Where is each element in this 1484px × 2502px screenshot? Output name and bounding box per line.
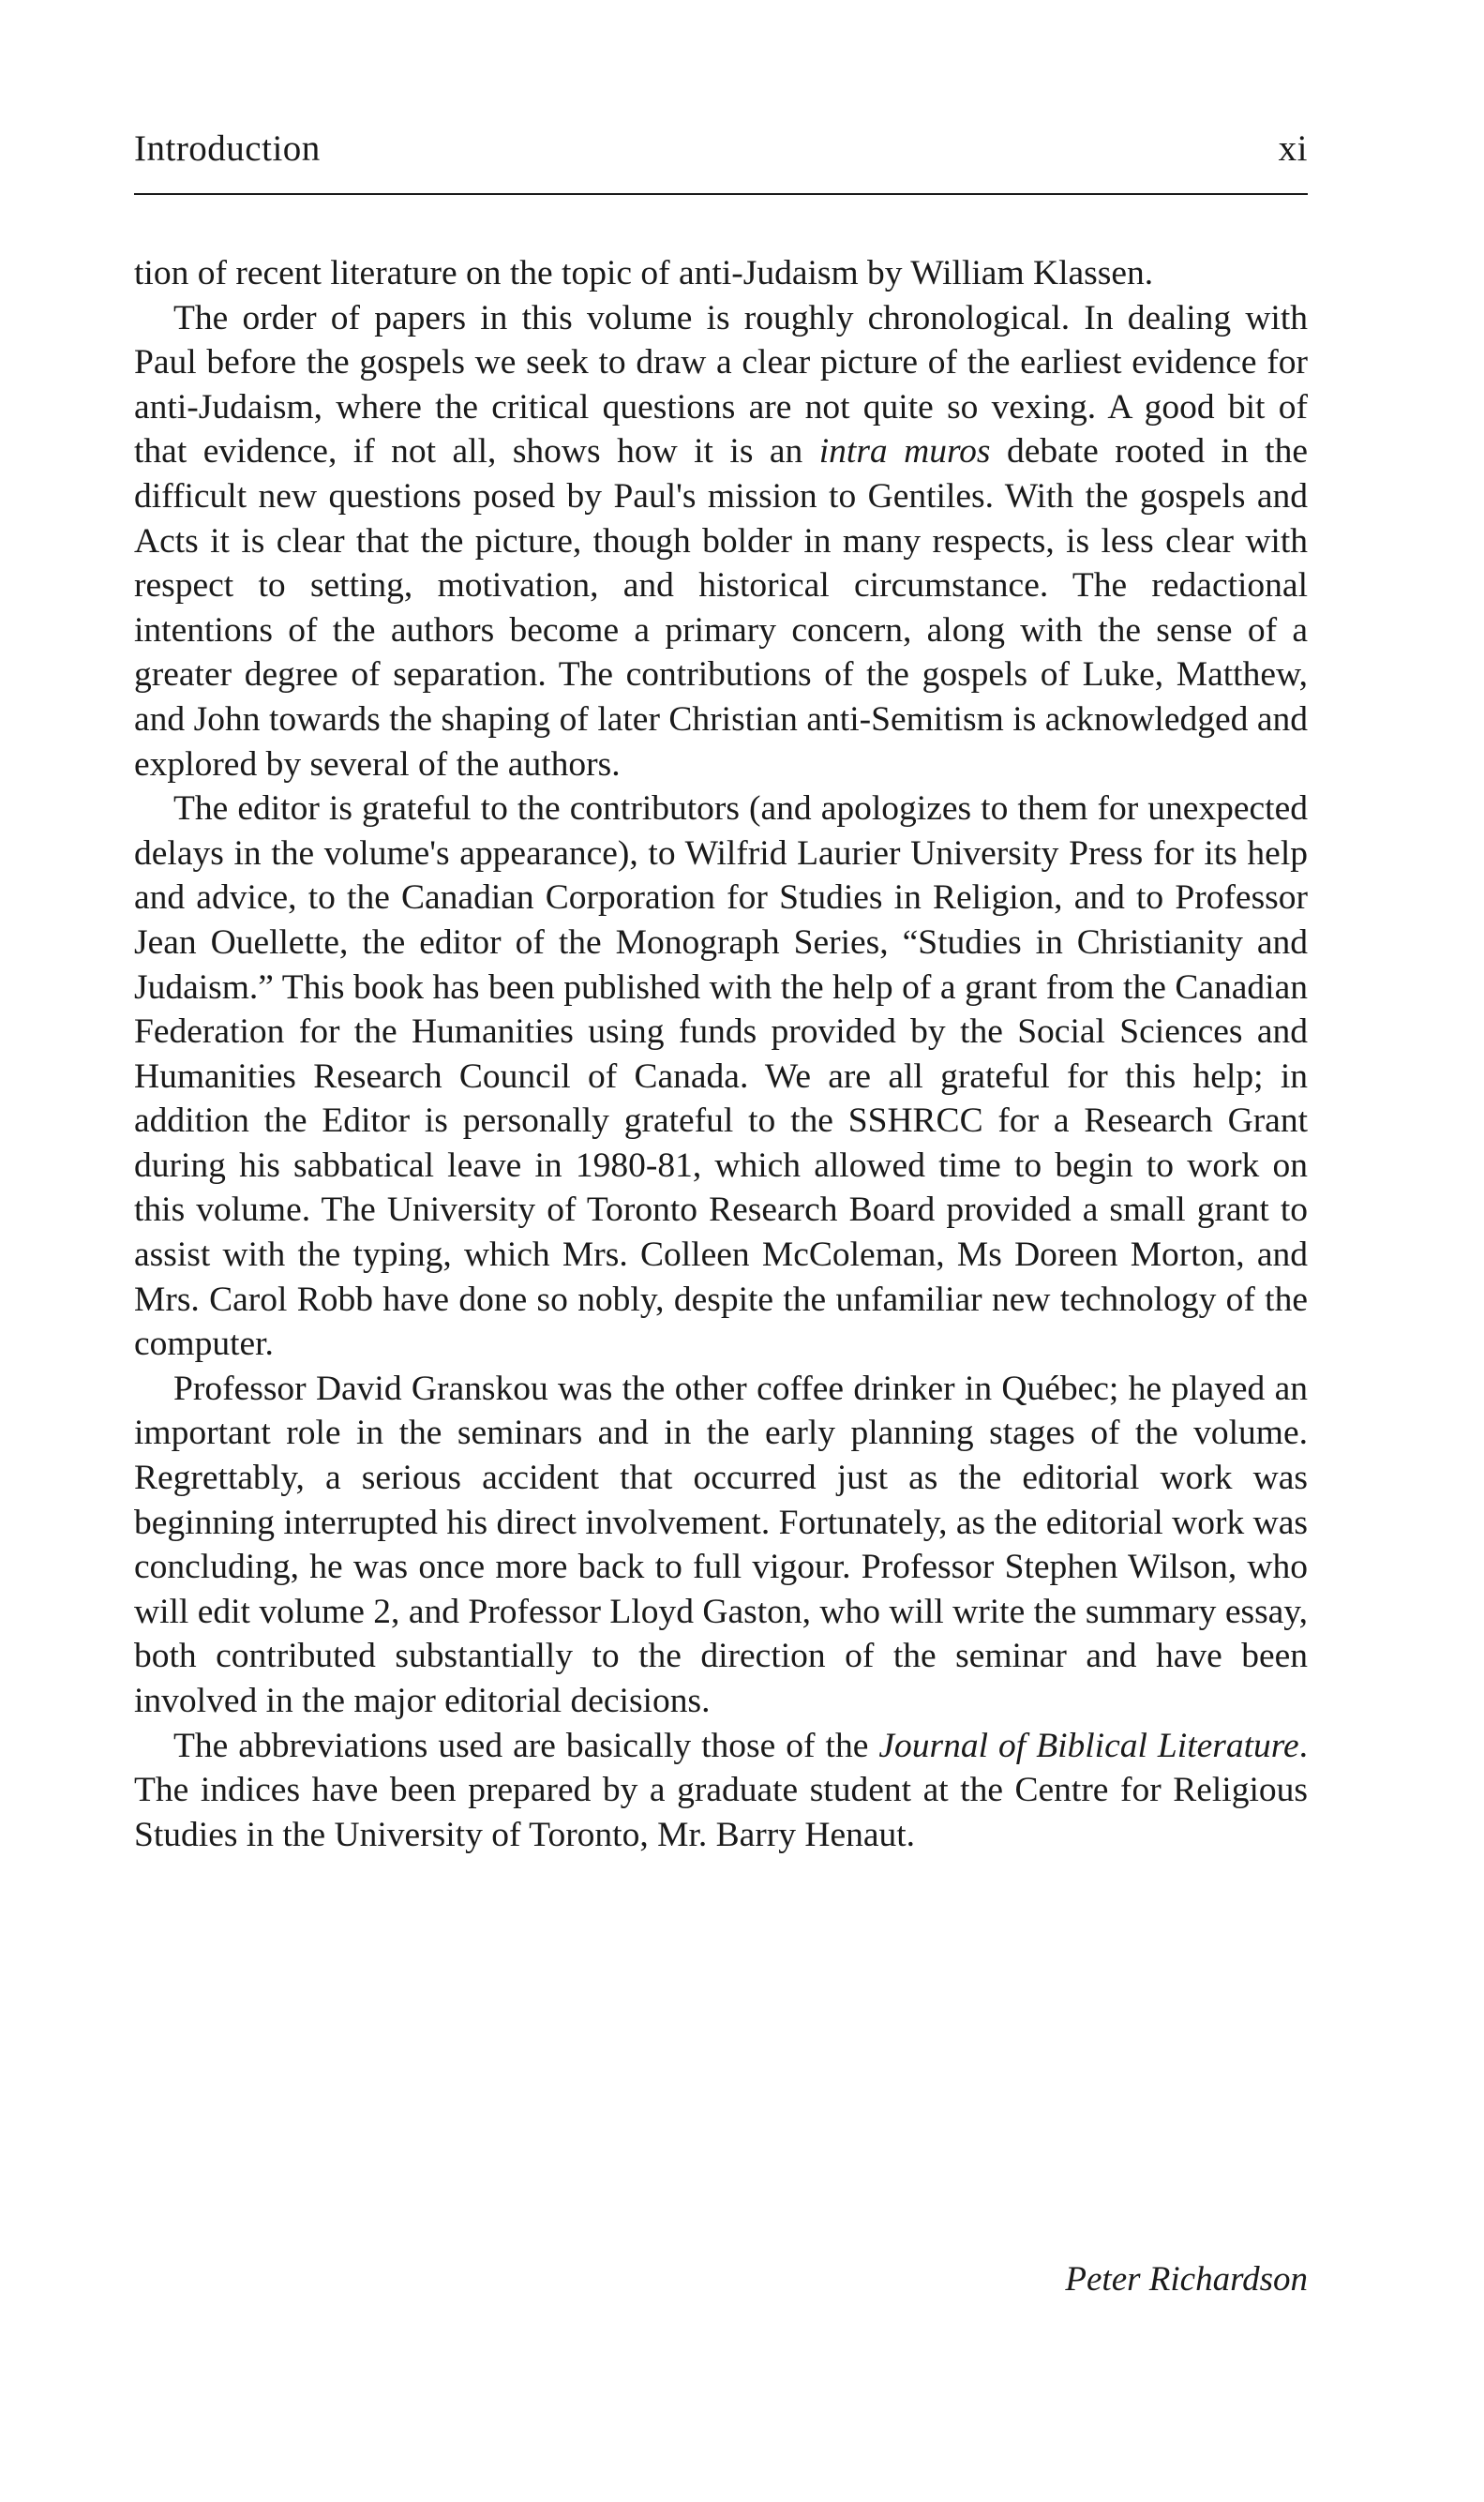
paragraph-text: The abbreviations used are basically those of the: [173, 1726, 879, 1765]
paragraph-text: tion of recent literature on the topic of anti-Judaism by William Klassen.: [134, 254, 1154, 292]
paragraph-order-of-papers: [134, 296, 1308, 787]
running-head: [134, 127, 1308, 184]
paragraph-text: The editor is grateful to the contributors (and apologizes to them for unexpected delays in the volume's appearance), to Wilfrid Laurier University Press for its help and advice, to the Canadian Corporation for Studies in Religion, and to Professor Jean Ouellette, the editor of the Monograph Series, “Studies in Christianity and Judaism.” This book has been published with the help of a grant from the Canadian Federation for the Humanities using funds provided by the Social Sciences and Humanities Research Council of Canada. We are all grateful for this help; in addition the Editor is personally grateful to the SSHRCC for a Research Grant during his sabbatical leave in 1980-81, which allowed time to begin to work on this volume. The University of Toronto Research Board provided a small grant to assist with the typing, which Mrs. Colleen McColeman, Ms Doreen Morton, and Mrs. Carol Robb have done so nobly, despite the unfamiliar new technology of the computer.: [134, 789, 1308, 1364]
header-rule: [134, 193, 1308, 195]
page-number: xi: [1278, 128, 1308, 169]
italic-term: intra muros: [818, 432, 991, 472]
italic-journal-title: Journal of Biblical Literature: [878, 1726, 1299, 1765]
author-signature: Peter Richardson: [1065, 2260, 1308, 2299]
paragraph-abbreviations: [134, 1724, 1308, 1858]
paragraph-text: . The indices have been prepared by a graduate student at the Centre for Religious Studies in the University of Toronto, Mr. Barry Henaut.: [134, 1726, 1308, 1854]
paragraph-text: debate rooted in the difficult new questions posed by Paul's mission to Gentiles. With the gospels and Acts it is clear that the picture, though bolder in many respects, is less clear with respect to setting, motivation, and historical circumstance. The redactional intentions of the authors become a primary concern, along with the sense of a greater degree of separation. The contributions of the gospels of Luke, Matthew, and John towards the shaping of later Christian anti-Semitism is acknowledged and explored by several of the authors.: [134, 432, 1308, 784]
paragraph-text: Professor David Granskou was the other coffee drinker in Québec; he played an important role in the seminars and in the early planning stages of the volume. Regrettably, a serious accident that occurred just as the editorial work was beginning interrupted his direct involvement. Fortunately, as the editorial work was concluding, he was once more back to full vigour. Professor Stephen Wilson, who will edit volume 2, and Professor Lloyd Gaston, who will write the summary essay, both contributed substantially to the direction of the seminar and have been involved in the major editorial decisions.: [134, 1369, 1308, 1720]
paragraph-continuation: [134, 251, 1308, 296]
paragraph-acknowledgements: [134, 787, 1308, 1367]
paragraph-granskou: [134, 1367, 1308, 1724]
paragraph-text: The order of papers in this volume is roughly chronological. In dealing with Paul before the gospels we seek to draw a clear picture of the earliest evidence for anti-Judaism, where the critical questions are not quite so vexing. A good bit of that evidence, if not all, shows how it is an: [134, 298, 1308, 472]
body-text: [134, 251, 1308, 1857]
running-head-title: Introduction: [134, 128, 321, 169]
